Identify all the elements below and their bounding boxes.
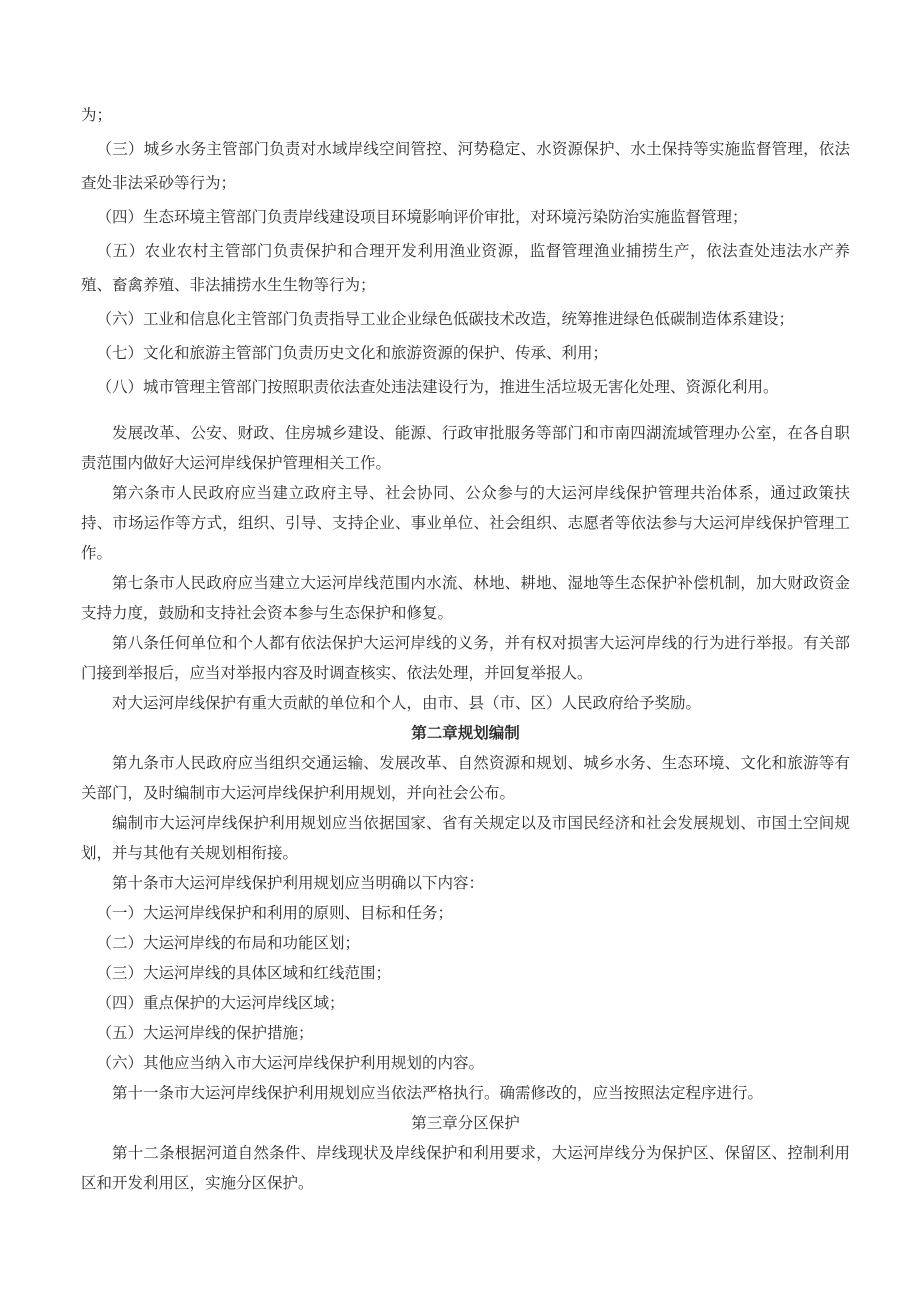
article-11-paragraph: 第十一条市大运河岸线保护利用规划应当依法严格执行。确需修改的，应当按照法定程序进行。 [112,1085,764,1102]
reward-paragraph: 对大运河岸线保护有重大贡献的单位和个人，由市、县（市、区）人民政府给予奖励。 [112,695,702,712]
article-6-paragraph: 第六条市人民政府应当建立政府主导、社会协同、公众参与的大运河岸线保护管理共治体系，通过政策扶持、市场运作等方式，组织、引导、支持企业、事业单位、社会组织、志愿者等依法参与大运河岸线保护管理工作。 [81,485,850,562]
plan-content-item-5: （五）大运河岸线的保护措施； [96,1025,314,1042]
plan-basis-paragraph: 编制市大运河岸线保护利用规划应当依据国家、省有关规定以及市国民经济和社会发展规划、市国土空间规划，并与其他有关规划相衔接。 [81,815,850,862]
article-7-paragraph: 第七条市人民政府应当建立大运河岸线范围内水流、林地、耕地、湿地等生态保护补偿机制，加大财政资金支持力度，鼓励和支持社会资本参与生态保护和修复。 [81,575,850,622]
continuation-line: 为； [81,107,113,124]
dept-duty-item-8: （八）城市管理主管部门按照职责依法查处违法建设行为，推进生活垃圾无害化处理、资源化利用。 [96,379,779,396]
article-8-paragraph: 第八条任何单位和个人都有依法保护大运河岸线的义务，并有权对损害大运河岸线的行为进行举报。有关部门接到举报后，应当对举报内容及时调查核实、依法处理，并回复举报人。 [81,635,850,682]
article-10-paragraph: 第十条市大运河岸线保护利用规划应当明确以下内容： [112,875,485,892]
dept-duty-item-4: （四）生态环境主管部门负责岸线建设项目环境影响评价审批，对环境污染防治实施监督管理； [96,209,748,226]
plan-content-item-4: （四）重点保护的大运河岸线区域； [96,995,345,1012]
dept-duty-item-5: （五）农业农村主管部门负责保护和合理开发利用渔业资源，监督管理渔业捕捞生产，依法查处违法水产养殖、畜禽养殖、非法捕捞水生生物等行为； [81,243,850,294]
dept-duty-item-6: （六）工业和信息化主管部门负责指导工业企业绿色低碳技术改造，统筹推进绿色低碳制造体系建设； [96,311,795,328]
plan-content-item-6: （六）其他应当纳入市大运河岸线保护利用规划的内容。 [96,1055,485,1072]
dept-duty-item-7: （七）文化和旅游主管部门负责历史文化和旅游资源的保护、传承、利用； [96,345,609,362]
plan-content-item-1: （一）大运河岸线保护和利用的原则、目标和任务； [96,905,454,922]
plan-content-item-2: （二）大运河岸线的布局和功能区划； [96,935,361,952]
article-12-paragraph: 第十二条根据河道自然条件、岸线现状及岸线保护和利用要求，大运河岸线分为保护区、保留区、控制利用区和开发利用区，实施分区保护。 [81,1145,850,1192]
other-departments-paragraph: 发展改革、公安、财政、住房城乡建设、能源、行政审批服务等部门和市南四湖流域管理办公室，在各自职责范围内做好大运河岸线保护管理相关工作。 [81,425,850,472]
chapter-3-heading: 第三章分区保护 [411,1115,520,1132]
dept-duty-item-3: （三）城乡水务主管部门负责对水域岸线空间管控、河势稳定、水资源保护、水土保持等实施监督管理，依法查处非法采砂等行为； [81,141,850,192]
plan-content-item-3: （三）大运河岸线的具体区域和红线范围； [96,965,392,982]
article-9-paragraph: 第九条市人民政府应当组织交通运输、发展改革、自然资源和规划、城乡水务、生态环境、文化和旅游等有关部门，及时编制市大运河岸线保护利用规划，并向社会公布。 [81,755,850,802]
chapter-2-heading: 第二章规划编制 [411,725,520,742]
